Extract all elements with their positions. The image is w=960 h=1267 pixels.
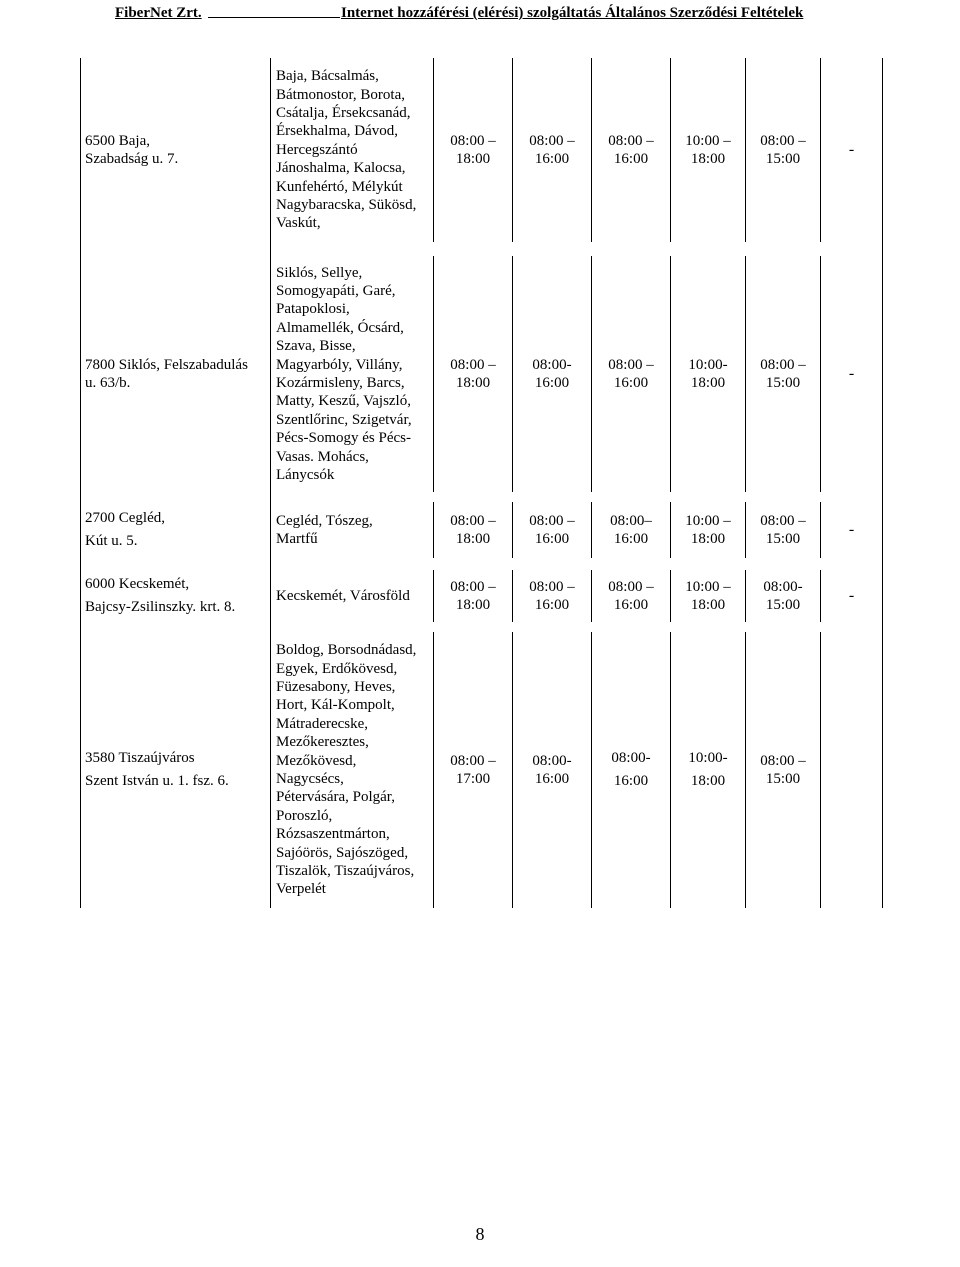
time-cell: 08:00– 16:00 [592, 502, 671, 558]
time-cell: 08:00 – 18:00 [434, 58, 513, 242]
time-cell: 08:00 – 16:00 [513, 502, 592, 558]
time-cell: 10:00- 18:00 [671, 256, 746, 492]
time-cell: 10:00 – 18:00 [671, 58, 746, 242]
time-cell: 08:00- 16:00 [513, 632, 592, 908]
office-line: u. 63/b. [85, 375, 131, 391]
time-cell: 08:00 – 16:00 [513, 58, 592, 242]
time-cell: 08:00 – 15:00 [746, 58, 821, 242]
area-line: Jánoshalma, Kalocsa, [276, 160, 406, 177]
area-cell: Kecskemét, Városföld [276, 587, 410, 604]
time-cell: 08:00 – 18:00 [434, 570, 513, 622]
office-line: Szabadság u. 7. [85, 151, 179, 167]
office-line: 6500 Baja, [85, 132, 150, 149]
area-line: Hercegszántó [276, 141, 358, 158]
time-cell: 08:00 – 16:00 [592, 570, 671, 622]
time-cell: 08:00 – 18:00 [434, 256, 513, 492]
office-cell [81, 570, 271, 622]
table-row [81, 502, 883, 558]
area-line: Nagybaracska, Sükösd, [276, 197, 417, 214]
time-cell: 10:00 – 18:00 [671, 502, 746, 558]
office-cell [81, 58, 271, 242]
time-cell: 10:00 – 18:00 [671, 570, 746, 622]
office-line: Szent István u. 1. fsz. 6. [85, 773, 229, 789]
office-cell [81, 256, 271, 492]
dash-cell [821, 632, 883, 908]
area-line: Bátmonostor, Borota, [276, 86, 405, 103]
dash-cell: - [821, 256, 883, 492]
time-cell: 08:00 – 15:00 [746, 502, 821, 558]
office-cell [81, 502, 271, 558]
office-line: 6000 Kecskemét, [85, 576, 190, 592]
table-row [81, 570, 883, 622]
time-cell: 08:00 – 16:00 [592, 256, 671, 492]
table-row [81, 256, 883, 492]
time-cell: 08:00- 16:00 [592, 632, 671, 908]
office-cell [81, 632, 271, 908]
header-company: FiberNet Zrt. [115, 5, 202, 21]
dash-cell: - [821, 570, 883, 622]
area-line: Érsekhalma, Dávod, [276, 123, 399, 140]
office-line: 2700 Cegléd, [85, 510, 165, 526]
page-header [0, 2, 960, 26]
table-row [81, 58, 883, 242]
time-cell: 08:00 – 18:00 [434, 502, 513, 558]
area-cell: Cegléd, Tószeg, Martfű [276, 512, 373, 547]
dash-cell: - [821, 58, 883, 242]
time-cell: 08:00 – 16:00 [592, 58, 671, 242]
office-line: 3580 Tiszaújváros [85, 750, 195, 766]
page-number: 8 [475, 1224, 485, 1244]
area-cell [271, 58, 434, 242]
time-cell: 08:00- 16:00 [513, 256, 592, 492]
dash-cell: - [821, 502, 883, 558]
time-cell: 08:00 – 15:00 [746, 256, 821, 492]
table-row [81, 632, 883, 908]
area-cell: Boldog, Borsodnádasd, Egyek, Erdőkövesd, Füzesabony, Heves, Hort, Kál-Kompolt, Mátraderecske, Mezőkeresztes, Mezőkövesd, Nagycsécs, Pétervására, Polgár, Poroszló, Rózsaszentmárton, Sajóörös, Sajószöged, Tiszalök, Tiszaújváros, Verpelét [276, 642, 417, 898]
header-underline-gap [208, 17, 340, 18]
office-line: 7800 Siklós, Felszabadulás [85, 356, 248, 373]
time-cell: 08:00- 15:00 [746, 570, 821, 622]
time-cell: 08:00 – 15:00 [746, 632, 821, 908]
area-line: Kunfehértó, Mélykút [276, 178, 403, 195]
area-cell: Siklós, Sellye, Somogyapáti, Garé, Patapoklosi, Almamellék, Ócsárd, Szava, Bisse, Magyarbóly, Villány, Kozármisleny, Barcs, Matty, Keszű, Vajszló, Szentlőrinc, Szigetvár, Pécs-Somogy és Pécs- Vasas. Mohács, Lánycsók [276, 264, 412, 484]
time-cell: 08:00 – 16:00 [513, 570, 592, 622]
office-line: Kút u. 5. [85, 533, 138, 549]
area-line: Baja, Bácsalmás, [276, 68, 379, 85]
office-line: Bajcsy-Zsilinszky. krt. 8. [85, 599, 236, 615]
area-line: Vaskút, [276, 215, 321, 232]
service-hours-table [80, 58, 883, 908]
area-line: Csátalja, Érsekcsanád, [276, 104, 411, 121]
time-cell: 10:00- 18:00 [671, 632, 746, 908]
header-title: Internet hozzáférési (elérési) szolgáltatás Általános Szerződési Feltételek [341, 5, 804, 21]
time-cell: 08:00 – 17:00 [434, 632, 513, 908]
